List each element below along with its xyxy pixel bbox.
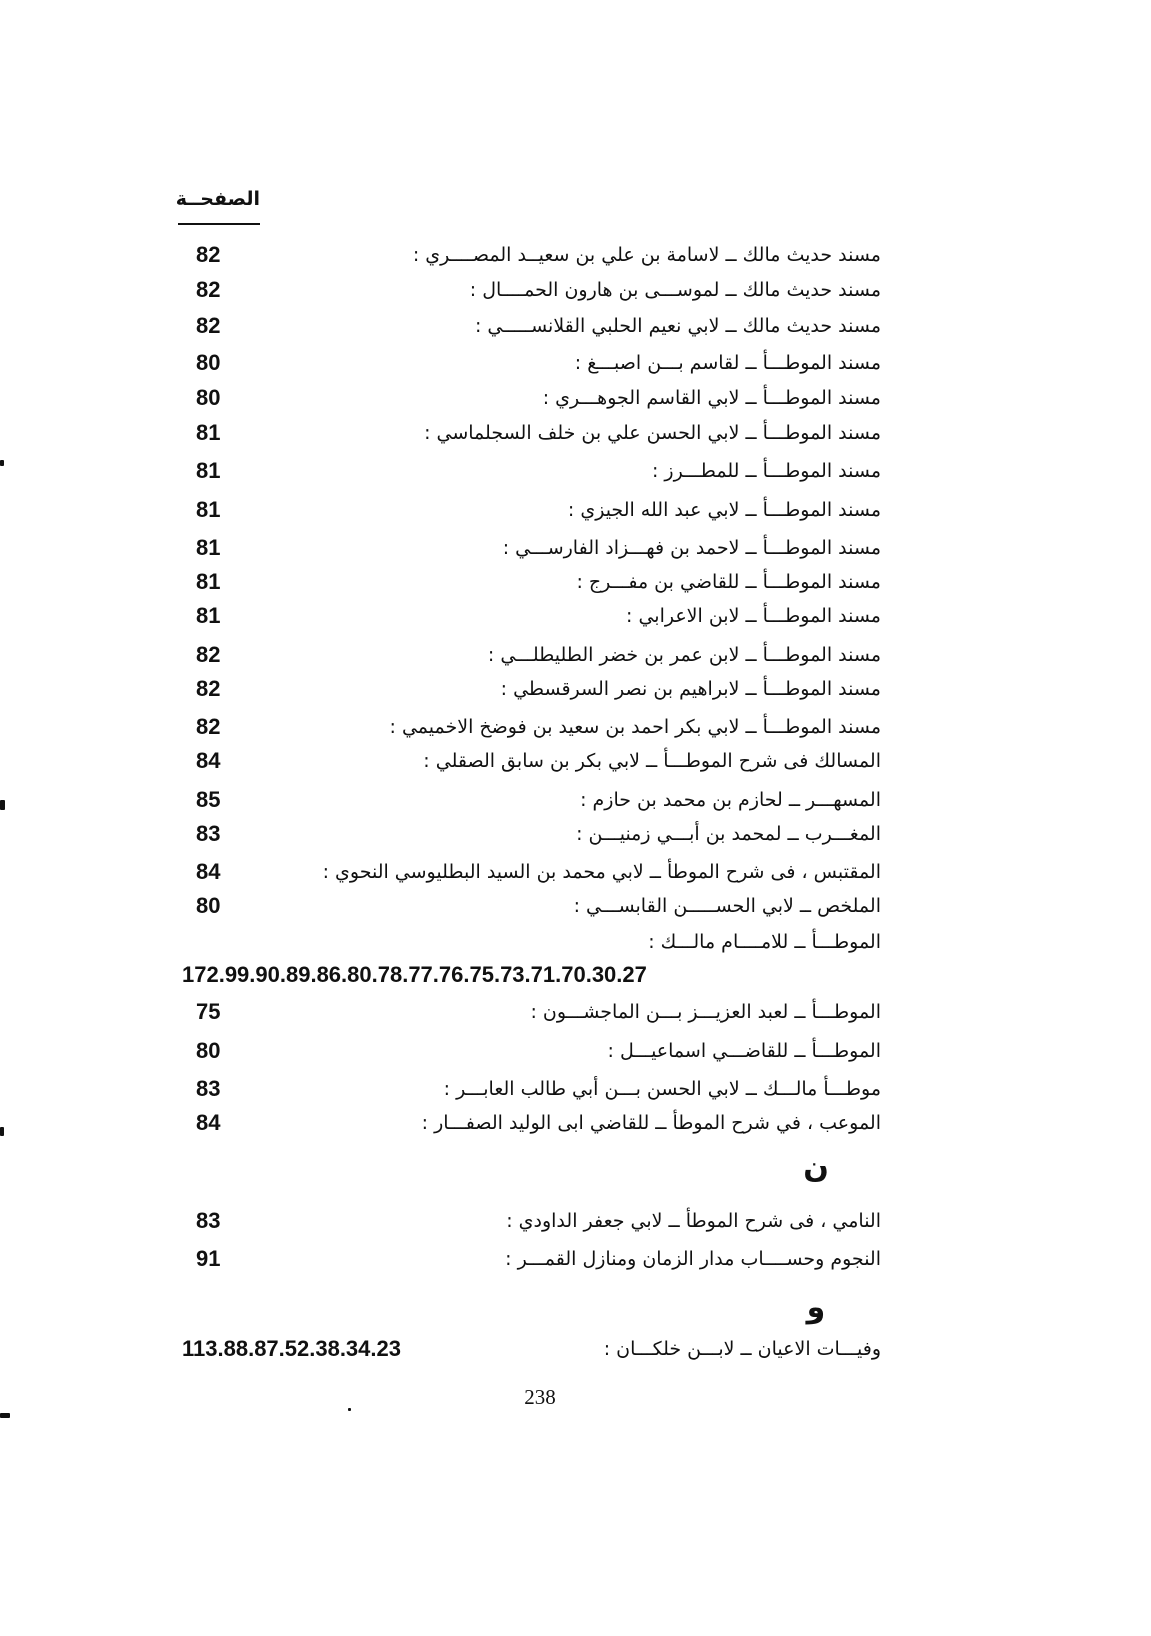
entry-title: مسند الموطـــأ ــ لابن الاعرابي : xyxy=(626,605,881,627)
index-entry xyxy=(0,238,1151,272)
entry-page: 84 xyxy=(196,1110,221,1135)
index-entry xyxy=(0,273,1151,307)
entry-title: الموعب ، في شرح الموطأ ــ للقاضي ابى الوليد الصفـــار : xyxy=(421,1112,881,1134)
index-entry xyxy=(0,309,1151,343)
index-entry xyxy=(0,925,1151,959)
entry-title: مسند حديث مالك ــ لاسامة بن علي بن سعيــد المصــــري : xyxy=(412,244,881,266)
entry-title: مسند الموطـــأ ــ لاحمد بن فهـــزاد الفارســـي : xyxy=(502,537,881,559)
entry-page: 83 xyxy=(196,1208,221,1233)
entry-title: مسند الموطـــأ ــ لابي القاسم الجوهـــري : xyxy=(542,387,881,409)
entry-page: 82 xyxy=(196,642,221,667)
entry-title: مسند حديث مالك ــ لموســـى بن هارون الحمــــال : xyxy=(469,279,881,301)
entry-page: 80 xyxy=(196,385,221,410)
entry-page: 84 xyxy=(196,859,221,884)
entry-title: المقتبس ، فى شرح الموطأ ــ لابي محمد بن السيد البطليوسي النحوي : xyxy=(322,861,881,883)
index-entry xyxy=(0,638,1151,672)
index-entry xyxy=(0,416,1151,450)
entry-title: المسالك فى شرح الموطـــأ ــ لابي بكر بن سابق الصقلي : xyxy=(423,750,881,772)
malik-page-list: 172.99.90.89.86.80.78.77.76.75.73.71.70.30.27 xyxy=(182,962,647,987)
header-underline xyxy=(178,223,260,225)
index-entry xyxy=(0,1106,1151,1140)
entry-title: المسهـــر ــ لحازم بن محمد بن حازم : xyxy=(580,789,881,811)
entry-title: مسند الموطـــأ ــ لقاسم بـــن اصبـــغ : xyxy=(574,352,881,374)
entry-page: 82 xyxy=(196,313,221,338)
entry-page: 83 xyxy=(196,1076,221,1101)
index-entry xyxy=(0,381,1151,415)
entry-page: 80 xyxy=(196,893,221,918)
entry-title: الموطـــأ ــ للامــــام مالـــك : xyxy=(648,931,881,953)
entry-page: 91 xyxy=(196,1246,221,1271)
entry-page: 81 xyxy=(196,458,221,483)
index-entry xyxy=(0,889,1151,923)
index-entry xyxy=(0,493,1151,527)
index-entry xyxy=(0,454,1151,488)
entry-title: مسند الموطـــأ ــ لابي عبد الله الجيزي : xyxy=(567,499,881,521)
index-entry xyxy=(0,783,1151,817)
entry-title: موطـــأ مالـــك ــ لابي الحسن بـــن أبي طالب العابـــر : xyxy=(443,1078,881,1100)
entry-page: 82 xyxy=(196,676,221,701)
entry-page: 81 xyxy=(196,420,221,445)
entry-title: مسند الموطـــأ ــ للقاضي بن مفـــرج : xyxy=(576,571,881,593)
index-entry xyxy=(0,855,1151,889)
index-entry xyxy=(0,995,1151,1029)
index-entry xyxy=(0,817,1151,851)
entry-title: الموطـــأ ــ لعبد العزيـــز بـــن الماجشـــون : xyxy=(530,1001,881,1023)
entry-page: 81 xyxy=(196,569,221,594)
entry-title: مسند الموطـــأ ــ لابي بكر احمد بن سعيد بن فوضخ الاخميمي : xyxy=(389,716,881,738)
entry-page: 85 xyxy=(196,787,221,812)
entry-title: النامي ، فى شرح الموطأ ــ لابي جعفر الداودي : xyxy=(506,1210,881,1232)
index-entry xyxy=(0,672,1151,706)
entry-page: 75 xyxy=(196,999,221,1024)
index-entry xyxy=(0,744,1151,778)
entry-page: 81 xyxy=(196,497,221,522)
entry-page: 80 xyxy=(196,350,221,375)
entry-title: مسند الموطـــأ ــ لابن عمر بن خضر الطليطلـــي : xyxy=(487,644,881,666)
entry-page: 82 xyxy=(196,277,221,302)
index-entry xyxy=(0,565,1151,599)
entry-title: مسند الموطـــأ ــ لابراهيم بن نصر السرقسطي : xyxy=(500,678,881,700)
index-entry xyxy=(0,710,1151,744)
entry-page: 81 xyxy=(196,535,221,560)
entry-page: 82 xyxy=(196,714,221,739)
entry-title: الموطـــأ ــ للقاضـــي اسماعيـــل : xyxy=(607,1040,881,1062)
section-letter-waw: و xyxy=(806,1290,826,1325)
page-column-header: الصفحــة xyxy=(175,188,260,210)
entry-title: وفيـــات الاعيان ــ لابـــن خلكـــان : xyxy=(603,1338,881,1360)
section-letter-nun: ن xyxy=(803,1150,829,1185)
entry-title: مسند الموطـــأ ــ لابي الحسن علي بن خلف السجلماسي : xyxy=(424,422,881,444)
index-entry xyxy=(0,1072,1151,1106)
index-entry xyxy=(0,1332,1151,1366)
index-entry xyxy=(0,1242,1151,1276)
entry-page: 84 xyxy=(196,748,221,773)
index-entry xyxy=(0,1204,1151,1238)
entry-title: مسند الموطـــأ ــ للمطـــرز : xyxy=(651,460,881,482)
entry-page-list: 113.88.87.52.38.34.23 xyxy=(182,1336,401,1361)
page-number: 238 xyxy=(524,1385,556,1409)
index-entry xyxy=(0,599,1151,633)
entry-title: النجوم وحســــاب مدار الزمان ومنازل القمـــر : xyxy=(505,1248,881,1270)
entry-page: 80 xyxy=(196,1038,221,1063)
entry-page: 83 xyxy=(196,821,221,846)
entry-title: المغـــرب ــ لمحمد بن أبـــي زمنيـــن : xyxy=(576,823,881,845)
index-entry xyxy=(0,346,1151,380)
entry-title: الملخص ــ لابي الحســـــن القابســـي : xyxy=(573,895,881,917)
index-entry xyxy=(0,531,1151,565)
entry-page: 81 xyxy=(196,603,221,628)
entry-page: 82 xyxy=(196,242,221,267)
entry-title: مسند حديث مالك ــ لابي نعيم الحلبي القلانســـــي : xyxy=(474,315,881,337)
index-entry xyxy=(0,1034,1151,1068)
